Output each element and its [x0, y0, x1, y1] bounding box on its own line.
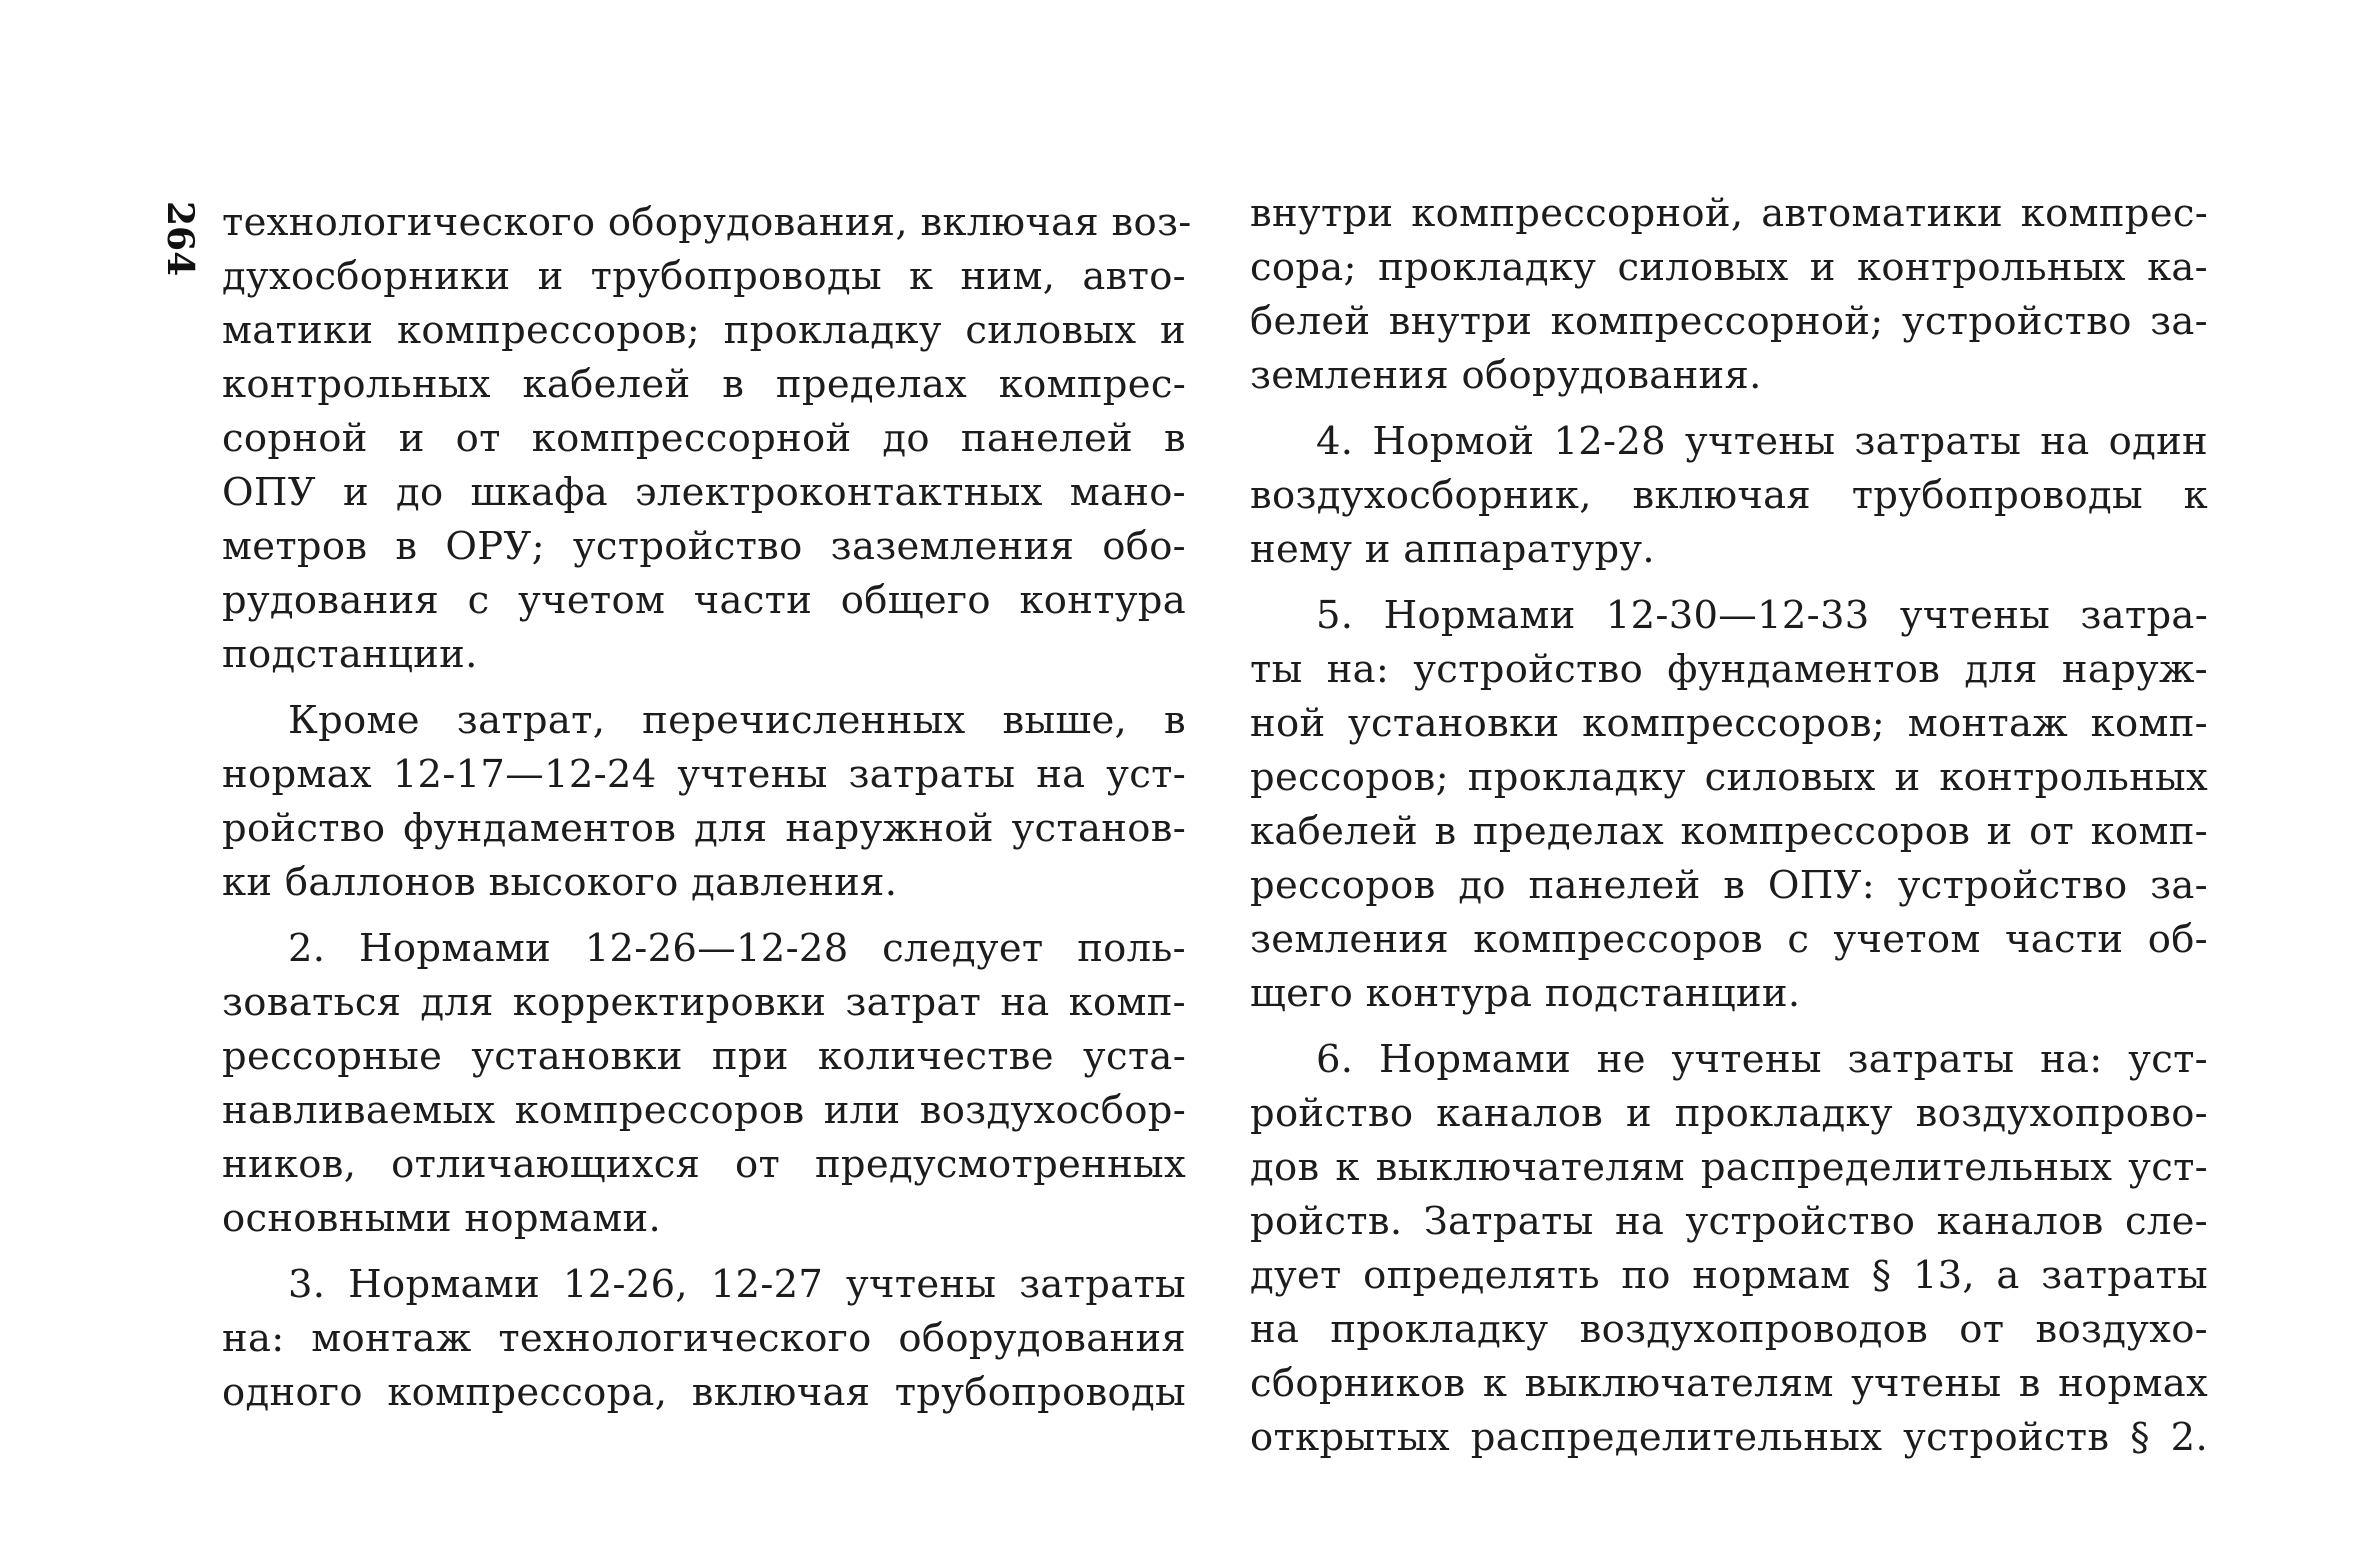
paragraph [1250, 415, 2208, 577]
text-line: кабелей в пределах компрессоров и от комп- [1250, 809, 2208, 854]
text-line: сорной и от компрессорной до панелей в [222, 416, 1186, 461]
text-line: технологического оборудования, включая воз- [222, 200, 1192, 245]
text-line: зоваться для корректировки затрат на комп- [222, 980, 1186, 1025]
text-line: дов к выключателям распределительных уст- [1250, 1145, 2208, 1190]
text-line: рудования с учетом части общего контура [222, 578, 1186, 623]
text-line: рессоров; прокладку силовых и контрольных [1250, 755, 2208, 800]
text-line: дует определять по нормам § 13, а затраты [1250, 1253, 2208, 1298]
text-line: 3. Нормами 12-26, 12-27 учтены затраты [288, 1262, 1186, 1307]
paragraph [1250, 187, 2208, 403]
text-line: ОПУ и до шкафа электроконтактных мано- [222, 470, 1186, 515]
text-line: земления компрессоров с учетом части об- [1250, 917, 2208, 962]
text-line: внутри компрессорной, автоматики компрес- [1250, 191, 2208, 236]
text-line: рессоров до панелей в ОПУ: устройство за- [1250, 863, 2208, 908]
left-column [222, 196, 1192, 1420]
paragraph [222, 922, 1186, 1246]
text-line: 5. Нормами 12-30—12-33 учтены затра- [1316, 593, 2208, 638]
paragraph [1250, 1033, 2208, 1465]
text-line: на прокладку воздухопроводов от воздухо- [1250, 1307, 2208, 1352]
text-line: навливаемых компрессоров или воздухосбор- [222, 1088, 1186, 1133]
text-line: ройств. Затраты на устройство каналов сле- [1250, 1199, 2208, 1244]
text-line: ты на: устройство фундаментов для наруж- [1250, 647, 2208, 692]
text-line: нему и аппаратуру. [1250, 527, 1655, 572]
text-line: земления оборудования. [1250, 353, 1762, 398]
text-line: контрольных кабелей в пределах компрес- [222, 362, 1186, 407]
paragraph [222, 694, 1186, 910]
paragraph [1250, 589, 2208, 1021]
text-line: сора; прокладку силовых и контрольных ка- [1250, 245, 2208, 290]
text-line: Кроме затрат, перечисленных выше, в [288, 698, 1186, 743]
text-line: ройство фундаментов для наружной установ- [222, 806, 1186, 851]
text-line: подстанции. [222, 632, 478, 677]
page-number: 264 [159, 201, 201, 277]
text-line: белей внутри компрессорной; устройство за- [1250, 299, 2208, 344]
paragraph [222, 196, 1192, 682]
paragraph [222, 1258, 1186, 1420]
text-line: открытых распределительных устройств § 2. [1250, 1415, 2208, 1460]
text-line: рессорные установки при количестве уста- [222, 1034, 1186, 1079]
text-line: ки баллонов высокого давления. [222, 860, 898, 905]
text-line: сборников к выключателям учтены в нормах [1250, 1361, 2208, 1406]
text-line: 2. Нормами 12-26—12-28 следует поль- [288, 926, 1186, 971]
text-line: на: монтаж технологического оборудования [222, 1316, 1186, 1361]
text-line: воздухосборник, включая трубопроводы к [1250, 473, 2208, 518]
text-line: духосборники и трубопроводы к ним, авто- [222, 254, 1186, 299]
text-line: метров в ОРУ; устройство заземления обо- [222, 524, 1186, 569]
text-line: ников, отличающихся от предусмотренных [222, 1142, 1186, 1187]
text-line: матики компрессоров; прокладку силовых и [222, 308, 1186, 353]
text-line: 4. Нормой 12-28 учтены затраты на один [1316, 419, 2208, 464]
text-line: 6. Нормами не учтены затраты на: уст- [1316, 1037, 2208, 1082]
text-line: нормах 12-17—12-24 учтены затраты на уст- [222, 752, 1186, 797]
right-column [1250, 187, 2208, 1465]
text-line: одного компрессора, включая трубопроводы [222, 1370, 1186, 1415]
text-line: ной установки компрессоров; монтаж комп- [1250, 701, 2208, 746]
text-line: щего контура подстанции. [1250, 971, 1801, 1016]
text-line: ройство каналов и прокладку воздухопрово- [1250, 1091, 2208, 1136]
text-line: основными нормами. [222, 1196, 662, 1241]
